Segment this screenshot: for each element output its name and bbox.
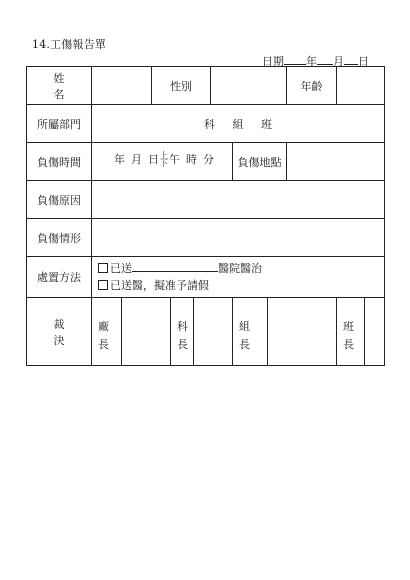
sig-text: 長: [98, 338, 109, 351]
group-leader-signature[interactable]: [268, 298, 337, 366]
sig-text: 科: [177, 320, 188, 333]
section-chief-signature[interactable]: [194, 298, 233, 366]
year-label: 年: [306, 55, 317, 68]
handling-label: 處置方法: [27, 257, 92, 298]
injury-time-field[interactable]: [92, 143, 233, 181]
injury-condition-label: 負傷情形: [27, 219, 92, 257]
team-leader-label: [337, 298, 365, 366]
hospital-name-blank[interactable]: [132, 260, 218, 272]
month-label: 月: [333, 55, 344, 68]
section-chief-label: [171, 298, 194, 366]
sig-text: 長: [177, 338, 188, 351]
age-field[interactable]: [337, 67, 385, 105]
age-label: 年齡: [287, 67, 337, 105]
hospital-checkbox[interactable]: [98, 263, 108, 273]
name-field[interactable]: [92, 67, 152, 105]
month-blank[interactable]: [317, 54, 333, 65]
decision-label: 裁 決: [27, 298, 92, 366]
sig-text: 廠: [98, 320, 109, 333]
handling-option-leave[interactable]: [98, 277, 378, 294]
injury-time-label: 負傷時間: [27, 143, 92, 181]
noon-label: 午: [169, 153, 180, 166]
time-hour-label: 時: [186, 153, 197, 166]
team-leader-signature[interactable]: [365, 298, 385, 366]
sig-text: 組: [239, 320, 251, 333]
sig-text: 長: [343, 338, 355, 351]
sig-text: 長: [239, 338, 251, 351]
gender-label: 性別: [152, 67, 211, 105]
time-minute-label: 分: [203, 153, 214, 166]
am-pm-selector[interactable]: [160, 152, 168, 168]
sig-text: 班: [343, 320, 355, 333]
injury-cause-field[interactable]: [92, 181, 385, 219]
option2-text: 已送醫，擬准予請假: [110, 279, 209, 292]
handling-option-hospital[interactable]: [98, 260, 378, 277]
injury-place-label: 負傷地點: [233, 143, 287, 181]
factory-director-signature[interactable]: [122, 298, 171, 366]
gender-field[interactable]: [211, 67, 287, 105]
group-leader-label: [233, 298, 268, 366]
document-title: 14.工傷報告單: [32, 38, 107, 51]
year-blank[interactable]: [284, 54, 306, 65]
time-day-label: 日: [148, 153, 159, 166]
injury-place-field[interactable]: [287, 143, 385, 181]
dept-label: 所屬部門: [27, 105, 92, 143]
name-label: 姓 名: [27, 67, 92, 105]
option1-suffix: 醫院醫治: [218, 262, 262, 275]
leave-checkbox[interactable]: [98, 280, 108, 290]
injury-report-table: [26, 66, 385, 366]
time-year-label: 年: [114, 153, 125, 166]
day-blank[interactable]: [344, 54, 358, 65]
factory-director-label: [92, 298, 122, 366]
option1-prefix: 已送: [110, 262, 132, 275]
injury-cause-label: 負傷原因: [27, 181, 92, 219]
day-label: 日: [358, 55, 369, 68]
handling-options: [92, 257, 385, 298]
time-month-label: 月: [131, 153, 142, 166]
pm-label: 下: [160, 159, 168, 168]
dept-field[interactable]: 科 組 班: [92, 105, 385, 143]
date-label: 日期: [262, 55, 284, 68]
am-label: 上: [160, 151, 168, 160]
injury-condition-field[interactable]: [92, 219, 385, 257]
